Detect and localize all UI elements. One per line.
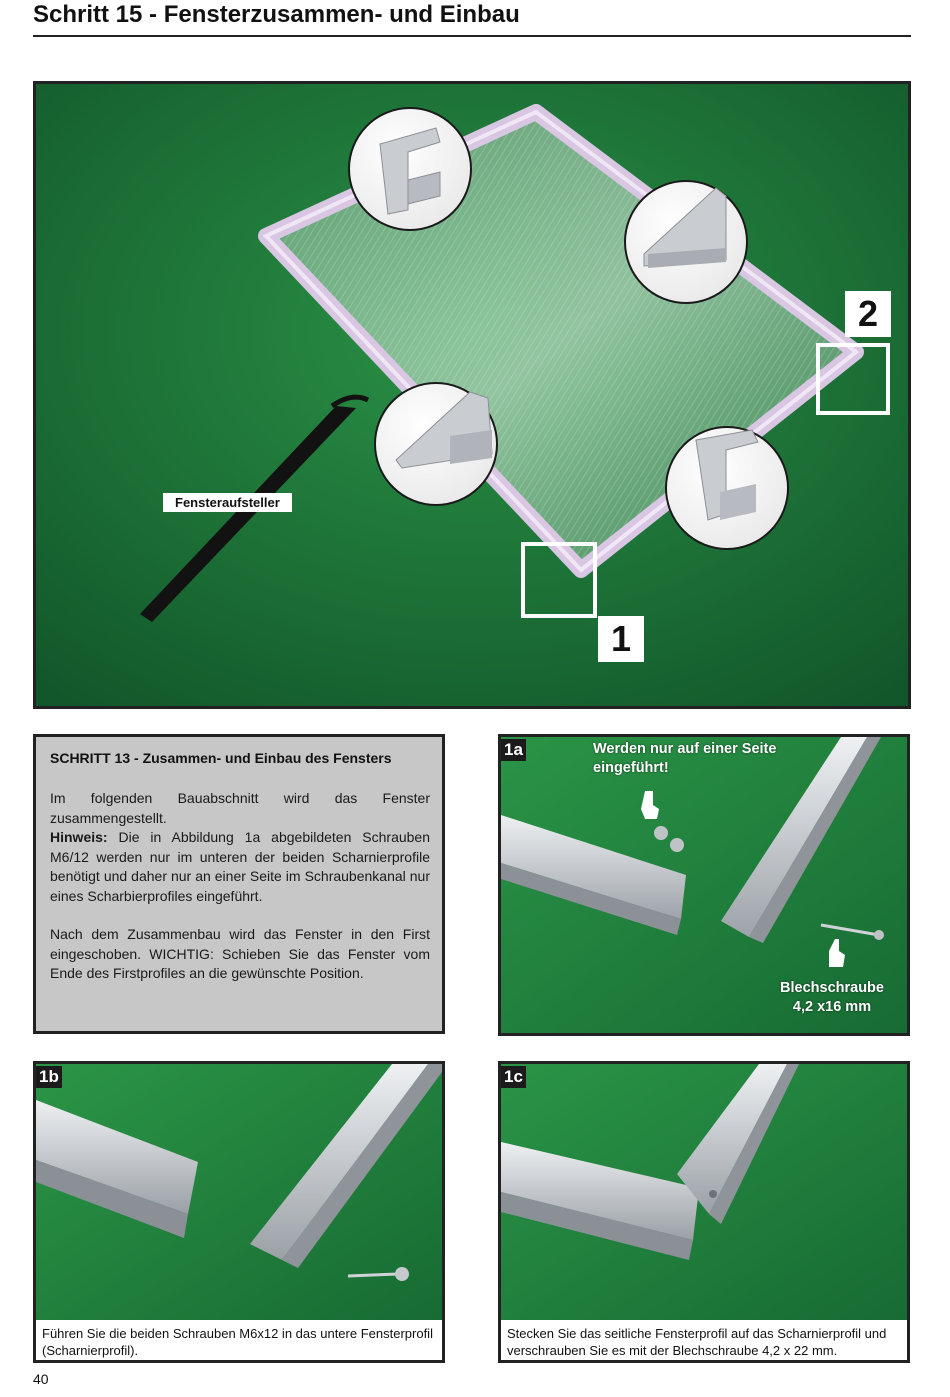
instruction-heading: SCHRITT 13 - Zusammen- und Einbau des Fensters bbox=[50, 750, 392, 766]
figure-1a-note-top-line1: Werden nur auf einer Seite bbox=[593, 741, 777, 757]
instruction-paragraph-2: Nach dem Zusammenbau wird das Fenster in den First eingeschoben. WICHTIG: Schieben Sie das Fenster vom Ende des Firstprofiles an die gewünschte Position. bbox=[50, 926, 430, 981]
instruction-box bbox=[33, 734, 445, 1034]
figure-1a-note-bottom bbox=[772, 979, 892, 1017]
hint-text: Die in Abbildung 1a abgebildeten Schrauben M6/12 werden nur im unteren der beiden Scharnierprofile benötigt und daher nur an einer Seite im Schraubenkanal nur eines Scharbierprofiles eingeführt. bbox=[50, 829, 430, 904]
figure-1c-caption: Stecken Sie das seitliche Fensterprofil auf das Scharnierprofil und verschrauben Sie es mit der Blechschraube 4,2 x 22 mm. bbox=[498, 1320, 910, 1363]
title-divider bbox=[33, 35, 911, 37]
page-number: 40 bbox=[33, 1371, 49, 1387]
figure-1c-photo bbox=[498, 1061, 910, 1323]
figure-1b-photo bbox=[33, 1061, 445, 1323]
figure-1a-note-bottom-line2: 4,2 x16 mm bbox=[792, 999, 872, 1015]
instruction-paragraph-1 bbox=[50, 789, 430, 906]
instruction-body bbox=[50, 789, 430, 1003]
profile-detail-middle bbox=[375, 383, 497, 505]
figure-1a-note-bottom-line1: Blechschraube bbox=[780, 980, 884, 996]
profile-detail-top bbox=[349, 108, 471, 230]
figure-1a-label: 1a bbox=[501, 739, 526, 761]
assembled-corner-illustration bbox=[501, 1064, 907, 1320]
profile-detail-bottom bbox=[666, 427, 788, 549]
hint-label: Hinweis: bbox=[50, 829, 108, 845]
profile-detail-right bbox=[625, 181, 747, 303]
figure-1b-caption: Führen Sie die beiden Schrauben M6x12 in das untere Fensterprofil (Scharnierprofil). bbox=[33, 1320, 445, 1363]
callout-number-1: 1 bbox=[598, 616, 644, 662]
main-photo bbox=[33, 81, 911, 709]
page-title: Schritt 15 - Fensterzusammen- und Einbau bbox=[33, 1, 520, 28]
figure-1c-label: 1c bbox=[501, 1066, 526, 1088]
figure-1b-label: 1b bbox=[36, 1066, 62, 1088]
intro-text: Im folgenden Bauabschnitt wird das Fenster zusammengestellt. bbox=[50, 790, 430, 826]
figure-1a-note-top bbox=[593, 740, 776, 778]
figure-1a-note-top-line2: eingeführt! bbox=[593, 760, 669, 776]
window-assembly-illustration bbox=[36, 84, 908, 706]
window-prop-label: Fensteraufsteller bbox=[163, 493, 292, 512]
callout-number-2: 2 bbox=[845, 291, 891, 337]
hinge-profile-screws-illustration bbox=[36, 1064, 442, 1320]
